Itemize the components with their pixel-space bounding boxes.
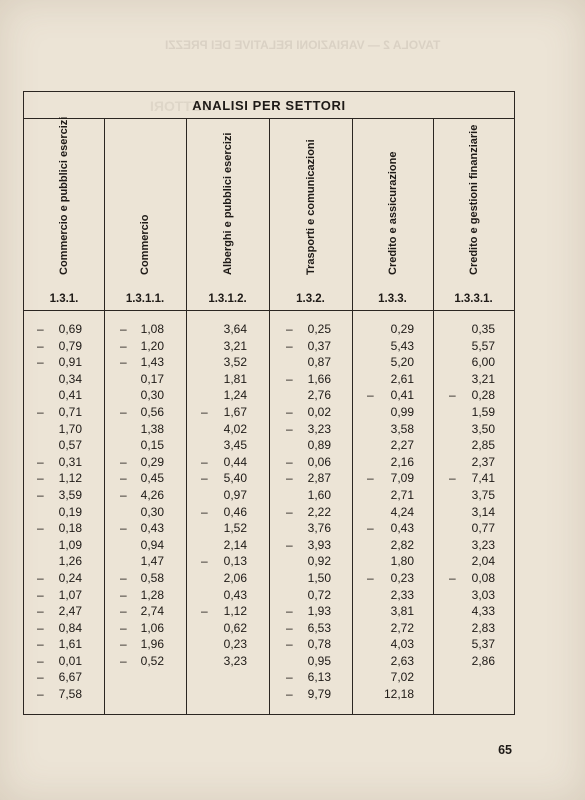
value-cell: 0,43: [223, 587, 247, 602]
value-cell: 0,72: [307, 587, 331, 602]
column-header: [186, 120, 269, 291]
value-cell: – 0,08: [449, 570, 495, 585]
value-cell: 0,23: [223, 637, 247, 652]
value-cell: 1,47: [140, 554, 164, 569]
value-cell: 5,37: [471, 637, 495, 652]
value-cell: – 0,18: [37, 521, 82, 536]
value-cell: – 2,22: [286, 504, 331, 519]
value-cell: – 1,07: [37, 587, 82, 602]
value-cell: 2,82: [390, 537, 414, 552]
value-cell: – 2,74: [120, 604, 164, 619]
value-cell: – 0,78: [286, 637, 331, 652]
value-cell: 3,23: [223, 653, 247, 668]
column-values: [449, 321, 495, 669]
value-cell: – 5,40: [201, 471, 247, 486]
value-cell: – 0,58: [120, 570, 164, 585]
value-cell: – 4,26: [120, 487, 164, 502]
value-cell: 2,63: [390, 653, 414, 668]
value-cell: – 1,20: [120, 338, 164, 353]
value-cell: 3,21: [223, 338, 247, 353]
value-cell: – 6,13: [286, 670, 331, 685]
value-cell: 3,21: [471, 371, 495, 386]
column-code: 1.3.2.: [296, 293, 325, 305]
value-cell: 3,75: [471, 487, 495, 502]
value-cell: 2,27: [390, 438, 414, 453]
column-header: [24, 116, 104, 291]
value-cell: – 0,71: [37, 404, 82, 419]
value-cell: – 1,12: [201, 604, 247, 619]
value-cell: 0,99: [390, 404, 414, 419]
value-cell: 0,97: [223, 487, 247, 502]
value-cell: 1,26: [58, 554, 82, 569]
value-cell: 7,02: [390, 670, 414, 685]
column-values: [120, 321, 164, 669]
value-cell: 2,83: [471, 620, 495, 635]
column-code: 1.3.1.: [49, 293, 79, 305]
value-cell: 2,72: [390, 620, 414, 635]
value-cell: 3,14: [471, 504, 495, 519]
bleed-through-header: TAVOLA 2 — VARIAZIONI RELATIVE DEI PREZZI: [165, 38, 441, 52]
value-cell: 1,59: [471, 404, 495, 419]
value-cell: – 0,24: [37, 570, 82, 585]
value-cell: 0,30: [140, 504, 164, 519]
value-cell: – 3,23: [286, 421, 331, 436]
column-code: 1.3.3.1.: [454, 293, 493, 305]
value-cell: – 3,59: [37, 487, 82, 502]
value-cell: – 9,79: [286, 687, 331, 702]
column-label: Credito e gestioni finanziarie: [467, 124, 480, 275]
value-cell: 4,24: [390, 504, 414, 519]
value-cell: – 0,06: [286, 454, 331, 469]
column-values: [367, 321, 414, 703]
value-cell: – 0,41: [367, 388, 414, 403]
value-cell: 0,94: [140, 537, 164, 552]
value-cell: 0,89: [307, 438, 331, 453]
value-cell: 3,03: [471, 587, 495, 602]
value-cell: 2,04: [471, 554, 495, 569]
value-cell: – 1,06: [120, 620, 164, 635]
value-cell: – 0,13: [201, 554, 247, 569]
value-cell: 0,92: [307, 554, 331, 569]
value-cell: 0,30: [140, 388, 164, 403]
value-cell: 2,61: [390, 371, 414, 386]
column-values: [286, 321, 331, 703]
value-cell: 5,20: [390, 355, 414, 370]
value-cell: 12,18: [383, 687, 414, 702]
value-cell: – 6,53: [286, 620, 331, 635]
value-cell: 0,95: [307, 653, 331, 668]
value-cell: 2,86: [471, 653, 495, 668]
table-title: ANALISI PER SETTORI: [192, 98, 346, 113]
value-cell: – 1,12: [37, 471, 82, 486]
value-cell: – 0,44: [201, 454, 247, 469]
value-cell: – 0,23: [367, 570, 414, 585]
column-values: [37, 321, 82, 703]
column-header: [433, 120, 514, 291]
value-cell: – 1,28: [120, 587, 164, 602]
value-cell: 3,50: [471, 421, 495, 436]
value-cell: – 3,93: [286, 537, 331, 552]
value-cell: 3,52: [223, 355, 247, 370]
value-cell: 0,29: [390, 322, 414, 336]
value-cell: 1,60: [307, 487, 331, 502]
column-label: Credito e assicurazione: [386, 151, 399, 275]
value-cell: 6,00: [471, 355, 495, 370]
value-cell: 1,09: [58, 537, 82, 552]
value-cell: 4,02: [223, 421, 247, 436]
value-cell: 1,50: [307, 570, 331, 585]
value-cell: 0,15: [140, 438, 164, 453]
column-label: Trasporti e comunicazioni: [304, 139, 317, 275]
value-cell: – 0,37: [286, 338, 331, 353]
bleed-through-subheader: SETTORI: [150, 98, 211, 114]
value-cell: – 1,66: [286, 371, 331, 386]
column-label: Commercio e pubblici esercizi: [58, 116, 70, 275]
value-cell: 1,70: [58, 421, 82, 436]
value-cell: 2,06: [223, 570, 247, 585]
value-cell: 3,58: [390, 421, 414, 436]
column-values: [201, 321, 247, 669]
value-cell: 0,77: [471, 521, 495, 536]
column-code: 1.3.1.1.: [125, 293, 165, 305]
page-number: 65: [498, 743, 512, 757]
value-cell: – 0,28: [449, 388, 495, 403]
value-cell: 1,52: [223, 521, 247, 536]
value-cell: – 7,09: [367, 471, 414, 486]
value-cell: 4,03: [390, 637, 414, 652]
value-cell: 3,45: [223, 438, 247, 453]
value-cell: 2,85: [471, 438, 495, 453]
value-cell: 0,87: [307, 355, 331, 370]
value-cell: 2,33: [390, 587, 414, 602]
value-cell: 2,14: [223, 537, 247, 552]
value-cell: – 2,87: [286, 471, 331, 486]
value-cell: – 0,91: [37, 355, 82, 370]
value-cell: 3,64: [223, 322, 247, 336]
column-code: 1.3.3.: [378, 293, 407, 305]
value-cell: – 1,43: [120, 355, 164, 370]
value-cell: – 1,93: [286, 604, 331, 619]
value-cell: – 1,08: [120, 322, 164, 336]
value-cell: 0,17: [140, 371, 164, 386]
value-cell: 3,76: [307, 521, 331, 536]
column-label: Commercio: [139, 214, 151, 275]
column-header: [352, 120, 433, 291]
value-cell: – 0,69: [37, 322, 82, 336]
value-cell: – 0,01: [37, 653, 82, 668]
value-cell: 2,76: [307, 388, 331, 403]
value-cell: 3,23: [471, 537, 495, 552]
value-cell: 3,81: [390, 604, 414, 619]
value-cell: – 7,41: [449, 471, 495, 486]
value-cell: 2,37: [471, 454, 495, 469]
value-cell: – 0,52: [120, 653, 164, 668]
column-header: [104, 120, 186, 291]
value-cell: – 7,58: [37, 687, 82, 702]
value-cell: – 0,56: [120, 404, 164, 419]
value-cell: – 0,43: [367, 521, 414, 536]
value-cell: – 0,25: [286, 322, 331, 336]
value-cell: 2,71: [390, 487, 414, 502]
value-cell: 1,38: [140, 421, 164, 436]
value-cell: – 0,29: [120, 454, 164, 469]
value-cell: 1,80: [390, 554, 414, 569]
value-cell: 0,19: [58, 504, 82, 519]
value-cell: 5,43: [390, 338, 414, 353]
sector-analysis-table: [23, 91, 515, 715]
value-cell: – 0,79: [37, 338, 82, 353]
value-cell: – 1,67: [201, 404, 247, 419]
value-cell: 0,41: [58, 388, 82, 403]
value-cell: 0,62: [223, 620, 247, 635]
value-cell: 0,57: [58, 438, 82, 453]
value-cell: 2,16: [390, 454, 414, 469]
value-cell: 5,57: [471, 338, 495, 353]
value-cell: – 0,45: [120, 471, 164, 486]
value-cell: 1,24: [223, 388, 247, 403]
value-cell: – 0,43: [120, 521, 164, 536]
column-header: [269, 120, 352, 291]
value-cell: – 0,31: [37, 454, 82, 469]
column-label: Alberghi e pubblici esercizi: [221, 132, 234, 275]
value-cell: – 1,96: [120, 637, 164, 652]
column-code: 1.3.1.2.: [208, 293, 247, 305]
value-cell: – 0,02: [286, 404, 331, 419]
value-cell: – 0,46: [201, 504, 247, 519]
value-cell: – 2,47: [37, 604, 82, 619]
value-cell: 1,81: [223, 371, 247, 386]
value-cell: – 1,61: [37, 637, 82, 652]
value-cell: 4,33: [471, 604, 495, 619]
value-cell: – 6,67: [37, 670, 82, 685]
value-cell: 0,34: [58, 371, 82, 386]
value-cell: 0,35: [471, 322, 495, 336]
value-cell: – 0,84: [37, 620, 82, 635]
